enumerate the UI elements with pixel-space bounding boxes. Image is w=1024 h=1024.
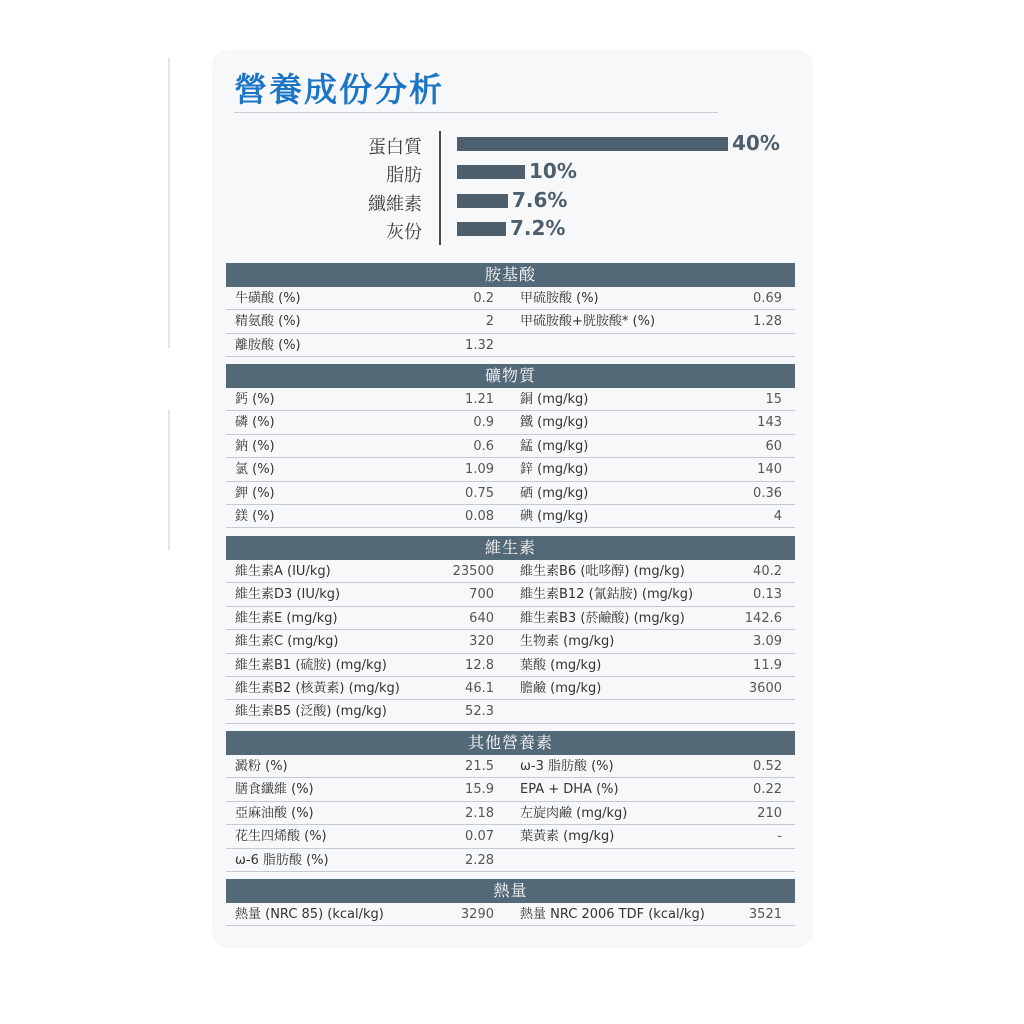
nutrient-value: 2 <box>485 314 494 330</box>
nutrition-section <box>226 536 795 724</box>
table-row <box>226 388 795 411</box>
table-row <box>226 560 795 583</box>
bar-category-label: 纖維素 <box>368 194 422 215</box>
nutrient-name: 鎂 (%) <box>235 508 275 524</box>
bar-value-label: 10% <box>529 159 577 183</box>
nutrient-value: 15.9 <box>465 782 494 798</box>
nutrient-name: 維生素B2 (核黃素) (mg/kg) <box>235 680 400 696</box>
nutrient-value: 52.3 <box>465 704 494 720</box>
section-header: 胺基酸 <box>226 263 795 287</box>
nutrient-value: 1.09 <box>465 462 494 478</box>
nutrient-value: 40.2 <box>753 564 782 579</box>
bar-mark <box>457 137 728 151</box>
nutrient-name: 花生四烯酸 (%) <box>235 829 327 845</box>
nutrient-value: 0.13 <box>753 587 782 603</box>
bar-mark <box>457 194 508 208</box>
nutrient-value: 1.21 <box>465 392 494 407</box>
nutrient-value: 0.69 <box>753 291 782 306</box>
nutrient-name: 熱量 (NRC 85) (kcal/kg) <box>235 907 384 922</box>
table-row <box>226 482 795 505</box>
nutrient-value: 3600 <box>748 680 782 696</box>
nutrient-name: 硒 (mg/kg) <box>520 485 589 501</box>
nutrient-name: 葉黃素 (mg/kg) <box>520 829 615 845</box>
nutrient-name: 維生素C (mg/kg) <box>235 634 339 650</box>
table-row <box>226 505 795 528</box>
table-row <box>226 310 795 333</box>
table-row <box>226 849 795 872</box>
nutrient-value: 1.28 <box>753 314 782 330</box>
section-header: 礦物質 <box>226 364 795 388</box>
nutrient-name: 錳 (mg/kg) <box>520 438 589 454</box>
nutrient-name: 維生素A (IU/kg) <box>235 564 331 579</box>
nutrient-name: 氯 (%) <box>235 462 275 478</box>
nutrient-name: 精氨酸 (%) <box>235 314 301 330</box>
bar-category-label: 脂肪 <box>386 165 422 186</box>
nutrient-value: 0.08 <box>465 508 494 524</box>
table-row <box>226 458 795 481</box>
bar-category-label: 灰份 <box>386 222 422 243</box>
nutrient-value: 140 <box>757 462 782 478</box>
nutrient-name: 左旋肉鹼 (mg/kg) <box>520 805 628 821</box>
nutrient-name: 鈣 (%) <box>235 392 275 407</box>
nutrient-name: 亞麻油酸 (%) <box>235 805 314 821</box>
nutrient-value: 23500 <box>452 564 494 579</box>
nutrient-value: 60 <box>765 438 782 454</box>
table-row <box>226 755 795 778</box>
nutrient-value: 0.9 <box>473 415 494 431</box>
nutrient-value: 320 <box>469 634 494 650</box>
bar-category-label: 蛋白質 <box>368 137 422 158</box>
section-header: 維生素 <box>226 536 795 560</box>
nutrient-name: 維生素E (mg/kg) <box>235 610 338 626</box>
nutrient-name: ω-3 脂肪酸 (%) <box>520 759 614 774</box>
nutrient-value: 142.6 <box>744 610 782 626</box>
nutrient-value: 4 <box>773 508 782 524</box>
bar-value-label: 40% <box>732 131 780 155</box>
nutrient-value: - <box>777 829 782 845</box>
nutrient-value: 2.28 <box>465 852 494 868</box>
nutrition-section <box>226 731 795 872</box>
nutrient-value: 2.18 <box>465 805 494 821</box>
nutrient-value: 12.8 <box>465 657 494 673</box>
nutrient-name: 維生素B1 (硫胺) (mg/kg) <box>235 657 387 673</box>
nutrient-name: 維生素B6 (吡哆醇) (mg/kg) <box>520 564 685 579</box>
nutrient-name: 澱粉 (%) <box>235 759 288 774</box>
nutrient-value: 0.36 <box>753 485 782 501</box>
table-row <box>226 334 795 357</box>
nutrient-value: 0.22 <box>753 782 782 798</box>
bar-mark <box>457 222 506 236</box>
nutrient-value: 46.1 <box>465 680 494 696</box>
nutrient-value: 21.5 <box>465 759 494 774</box>
nutrient-name: 牛磺酸 (%) <box>235 291 301 306</box>
page-title: 營養成份分析 <box>234 70 444 109</box>
table-row <box>226 903 795 926</box>
nutrient-value: 15 <box>765 392 782 407</box>
left-edge-line <box>168 410 170 550</box>
nutrient-name: 熱量 NRC 2006 TDF (kcal/kg) <box>520 907 705 922</box>
title-divider <box>234 112 718 113</box>
nutrient-name: 銅 (mg/kg) <box>520 392 589 407</box>
nutrient-name: 甲硫胺酸 (%) <box>520 291 599 306</box>
nutrient-name: 碘 (mg/kg) <box>520 508 589 524</box>
nutrient-value: 0.75 <box>465 485 494 501</box>
bar-chart-axis <box>439 131 441 245</box>
left-edge-line <box>168 58 170 348</box>
table-row <box>226 802 795 825</box>
nutrient-value: 210 <box>757 805 782 821</box>
nutrient-value: 3290 <box>460 907 494 922</box>
table-row <box>226 630 795 653</box>
table-row <box>226 700 795 723</box>
table-row <box>226 654 795 677</box>
nutrient-name: 維生素D3 (IU/kg) <box>235 587 341 603</box>
table-row <box>226 435 795 458</box>
nutrient-value: 3521 <box>748 907 782 922</box>
table-row <box>226 778 795 801</box>
table-row <box>226 677 795 700</box>
nutrient-name: 磷 (%) <box>235 415 275 431</box>
table-row <box>226 583 795 606</box>
bar-value-label: 7.6% <box>512 188 568 212</box>
nutrient-name: 葉酸 (mg/kg) <box>520 657 602 673</box>
table-row <box>226 411 795 434</box>
table-row <box>226 825 795 848</box>
nutrient-value: 0.07 <box>465 829 494 845</box>
nutrient-name: ω-6 脂肪酸 (%) <box>235 852 329 868</box>
nutrition-section <box>226 364 795 528</box>
table-row <box>226 607 795 630</box>
nutrition-section <box>226 263 795 357</box>
bar-value-label: 7.2% <box>510 216 566 240</box>
nutrient-name: 膳食纖維 (%) <box>235 782 314 798</box>
nutrient-value: 0.52 <box>753 759 782 774</box>
nutrient-name: 鋅 (mg/kg) <box>520 462 589 478</box>
nutrient-value: 700 <box>469 587 494 603</box>
nutrient-name: 維生素B3 (菸鹼酸) (mg/kg) <box>520 610 685 626</box>
nutrient-name: 維生素B5 (泛酸) (mg/kg) <box>235 704 387 720</box>
section-header: 其他營養素 <box>226 731 795 755</box>
nutrient-value: 0.2 <box>473 291 494 306</box>
nutrient-name: 膽鹼 (mg/kg) <box>520 680 602 696</box>
nutrient-value: 3.09 <box>753 634 782 650</box>
nutrient-name: 甲硫胺酸+胱胺酸* (%) <box>520 314 656 330</box>
table-row <box>226 287 795 310</box>
nutrient-name: 生物素 (mg/kg) <box>520 634 615 650</box>
nutrient-value: 11.9 <box>753 657 782 673</box>
nutrient-value: 640 <box>469 610 494 626</box>
nutrition-section <box>226 879 795 926</box>
nutrient-name: 維生素B12 (氰鈷胺) (mg/kg) <box>520 587 694 603</box>
nutrient-value: 143 <box>757 415 782 431</box>
bar-mark <box>457 165 525 179</box>
section-header: 熱量 <box>226 879 795 903</box>
nutrient-value: 0.6 <box>473 438 494 454</box>
nutrient-name: 鉀 (%) <box>235 485 275 501</box>
nutrient-name: 離胺酸 (%) <box>235 337 301 353</box>
nutrient-value: 1.32 <box>465 337 494 353</box>
nutrient-name: 鈉 (%) <box>235 438 275 454</box>
nutrient-name: 鐵 (mg/kg) <box>520 415 589 431</box>
nutrient-name: EPA + DHA (%) <box>520 782 619 798</box>
